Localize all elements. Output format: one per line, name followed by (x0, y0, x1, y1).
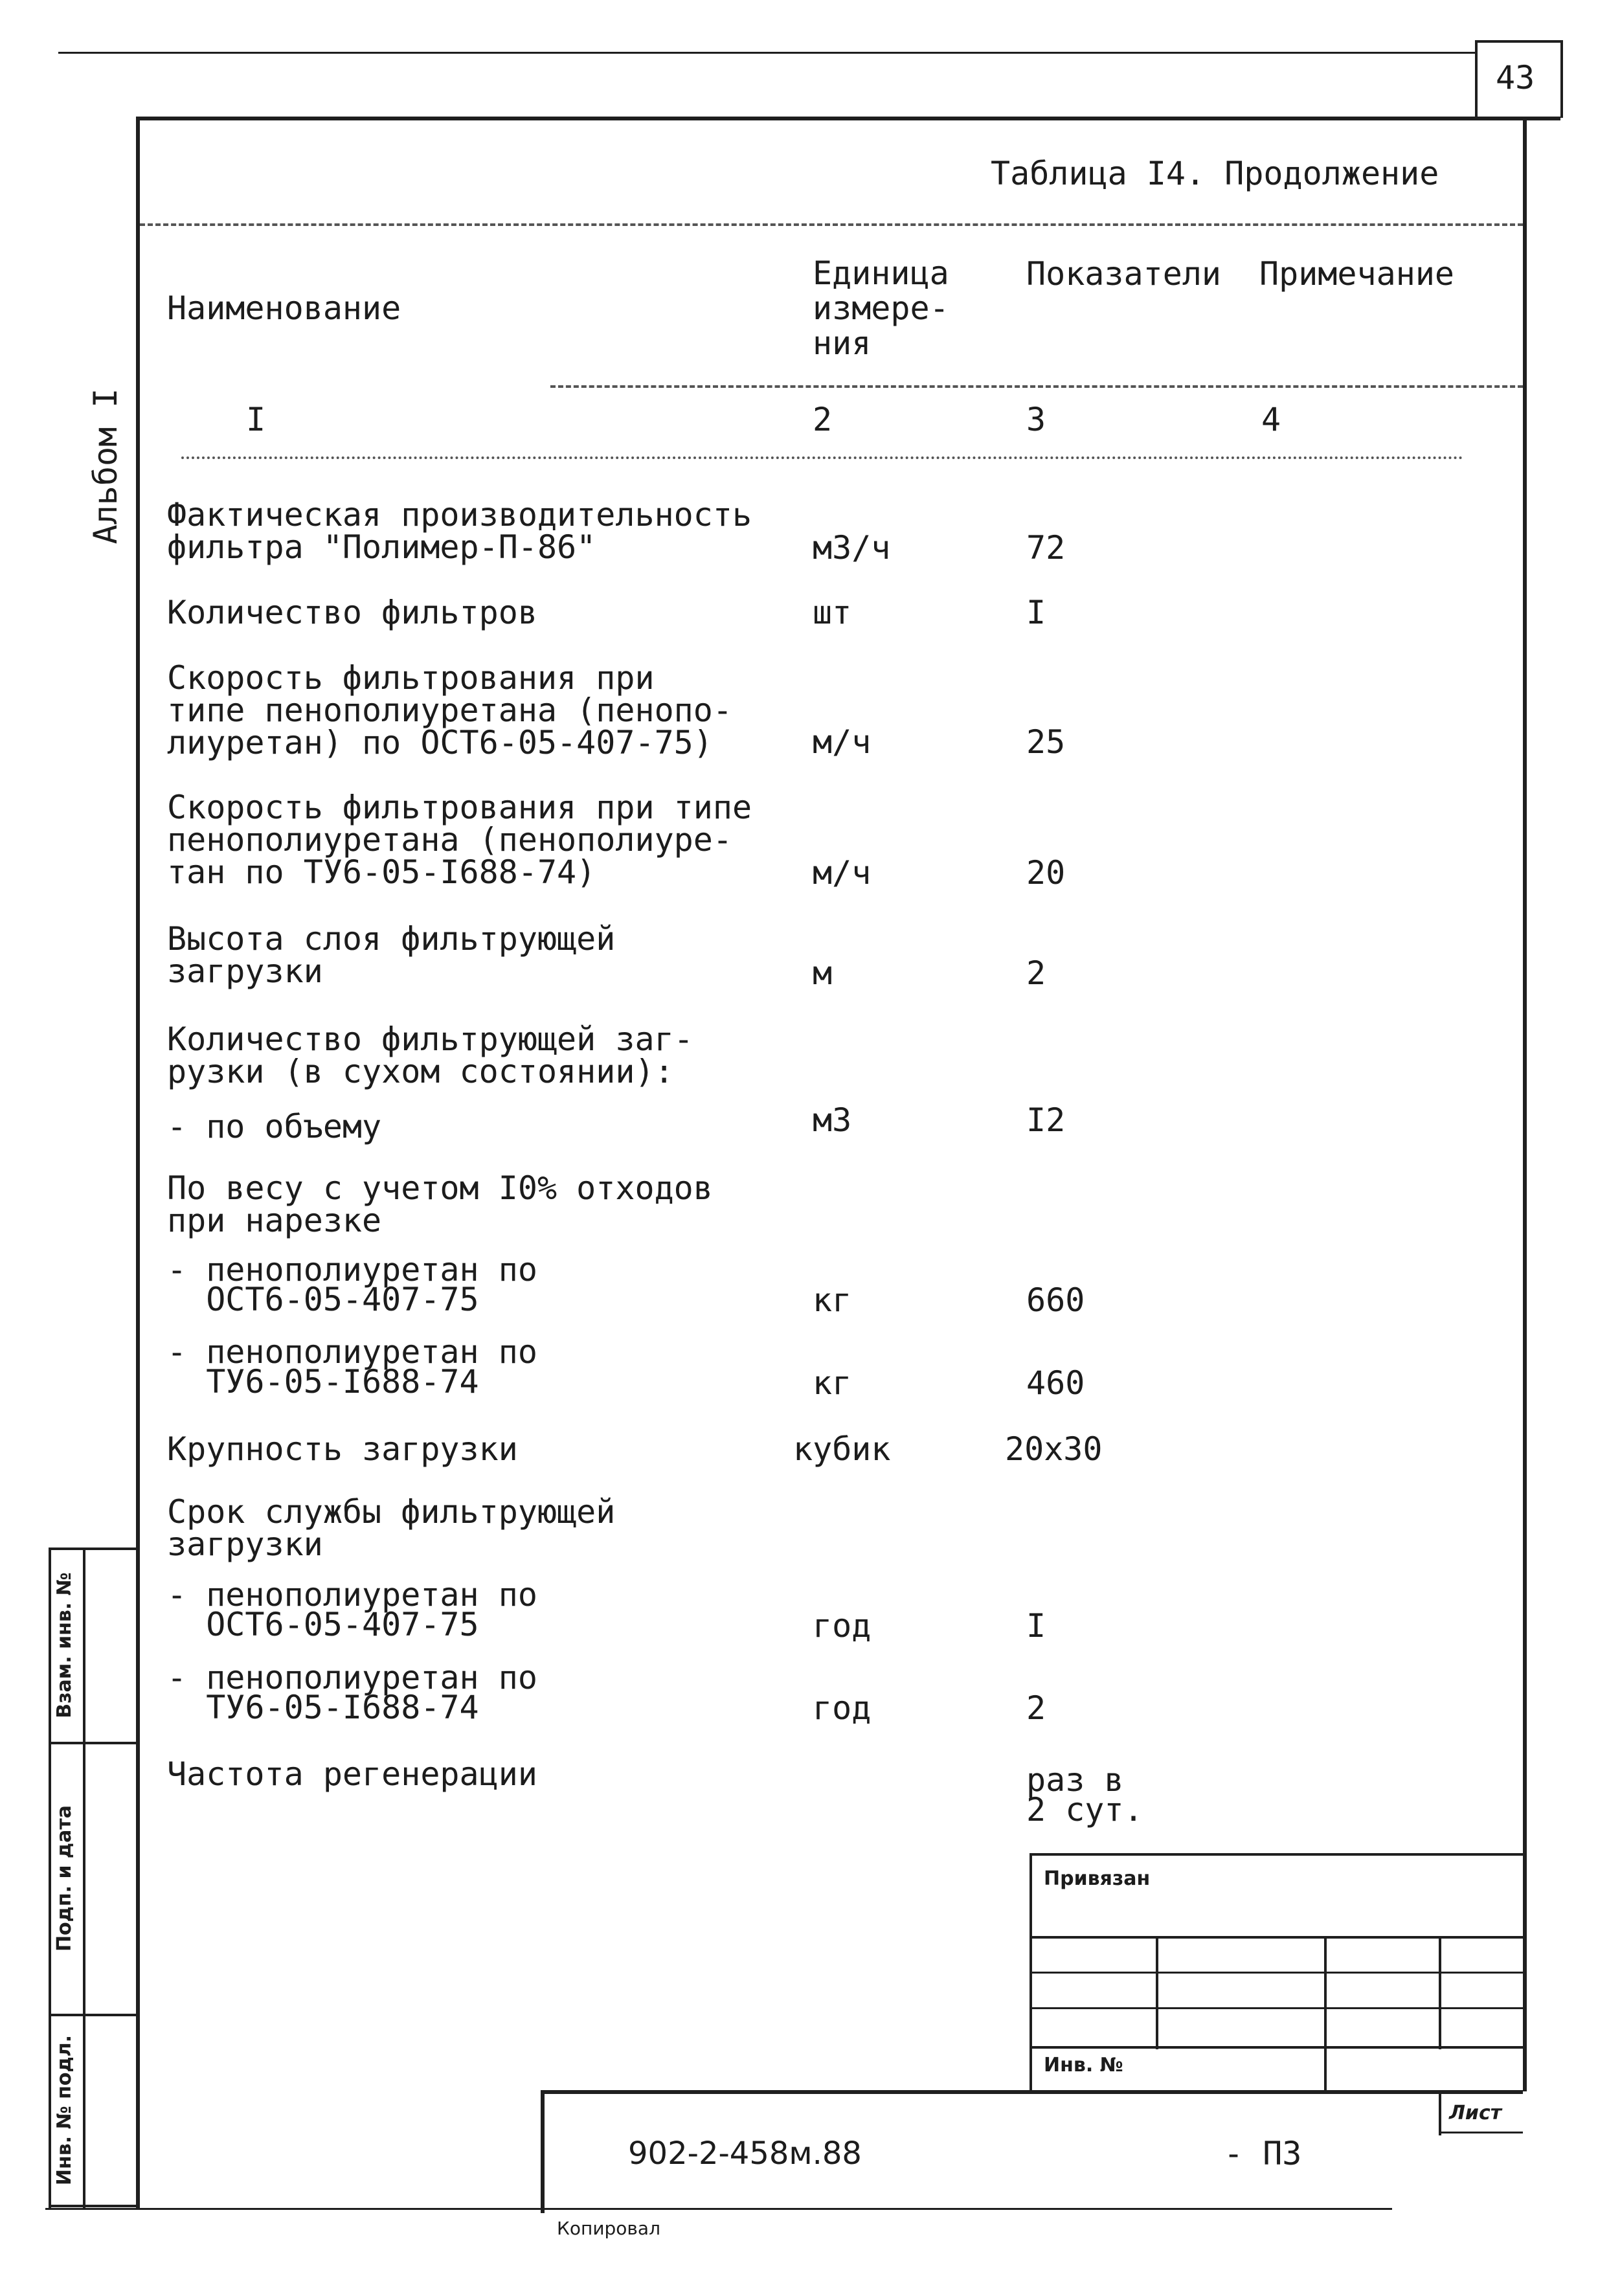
stamp-sheet-label: Лист (1449, 2102, 1502, 2124)
row-unit: м (813, 954, 833, 992)
row-value: 25 (1026, 723, 1066, 761)
row-name: - пенополиуретан по ТУ6-05-I688-74 (167, 1333, 537, 1401)
column-number-3: 3 (1026, 401, 1046, 438)
row-name: Крупность загрузки (167, 1430, 518, 1468)
row-value: I (1026, 594, 1046, 631)
row-name: По весу с учетом I0% отходов при нарезке (167, 1169, 713, 1239)
row-unit: кубик (793, 1430, 891, 1468)
header-top-rule (140, 223, 1523, 226)
row-value: I (1026, 1607, 1046, 1645)
frame-top (136, 117, 1560, 120)
row-value: 72 (1026, 529, 1066, 567)
row-value: 20 (1026, 854, 1066, 892)
row-unit: год (813, 1607, 872, 1645)
row-name: Скорость фильтрования при типе пенополиуретана (пенополиуре- тан по ТУ6-05-I688-74) (167, 789, 752, 891)
album-label: Альбом I (87, 388, 124, 545)
row-unit: м/ч (813, 723, 872, 761)
header-value: Показатели (1026, 255, 1222, 293)
header-note: Примечание (1259, 255, 1455, 293)
stamp-bound: Привязан (1044, 1867, 1151, 1890)
row-unit: шт (813, 594, 852, 631)
row-unit: кг (813, 1364, 852, 1402)
document-code: 902-2-458м.88 (628, 2135, 862, 2172)
row-unit: м/ч (813, 854, 872, 892)
frame-right (1523, 117, 1527, 2091)
row-name: - по объему (167, 1108, 382, 1145)
section-code: - ПЗ (1224, 2135, 1302, 2172)
row-unit: кг (813, 1281, 852, 1319)
header-unit: Единица измере- ния (813, 254, 949, 362)
row-value: 660 (1026, 1281, 1085, 1319)
margin-label-vzam: Взам. инв. № (53, 1572, 76, 1718)
column-number-4: 4 (1261, 401, 1281, 438)
row-value: I2 (1026, 1101, 1066, 1139)
margin-label-inv-podl: Инв. № подл. (53, 2034, 76, 2186)
row-value: раз в 2 сут. (1026, 1761, 1143, 1829)
margin-label-podp: Подп. и дата (53, 1805, 76, 1952)
header-mid-rule (550, 385, 1523, 388)
row-unit: м3/ч (813, 529, 891, 567)
column-number-2: 2 (813, 401, 833, 438)
page-number: 43 (1496, 59, 1535, 96)
table-title: Таблица I4. Продолжение (991, 155, 1439, 192)
row-name: Количество фильтрующей заг- рузки (в сухом состоянии): (167, 1020, 693, 1090)
row-name: - пенополиуретан по ОСТ6-05-407-75 (167, 1251, 537, 1318)
row-name: Высота слоя фильтрующей загрузки (167, 920, 616, 990)
header-name: Наименование (167, 289, 401, 327)
row-value: 20х30 (1005, 1430, 1103, 1468)
row-name: Количество фильтров (167, 594, 537, 631)
row-unit: год (813, 1689, 872, 1727)
row-name: Фактическая производительность фильтра "Полимер-П-86" (167, 496, 752, 566)
stamp-inv-no: Инв. № (1044, 2054, 1123, 2077)
footer-copied: Копировал (557, 2218, 660, 2239)
row-name: Срок службы фильтрующей загрузки (167, 1493, 616, 1563)
row-value: 460 (1026, 1364, 1085, 1402)
row-name: - пенополиуретан по ТУ6-05-I688-74 (167, 1659, 537, 1726)
row-name: - пенополиуретан по ОСТ6-05-407-75 (167, 1576, 537, 1643)
frame-left (136, 117, 140, 2208)
row-value: 2 (1026, 1689, 1046, 1727)
row-value: 2 (1026, 954, 1046, 992)
header-bottom-rule (181, 456, 1463, 459)
row-name: Скорость фильтрования при типе пенополиуретана (пенопо- лиуретан) по ОСТ6-05-407-75) (167, 659, 732, 761)
column-number-1: I (246, 401, 266, 438)
row-name: Частота регенерации (167, 1755, 537, 1793)
row-unit: м3 (813, 1101, 852, 1139)
